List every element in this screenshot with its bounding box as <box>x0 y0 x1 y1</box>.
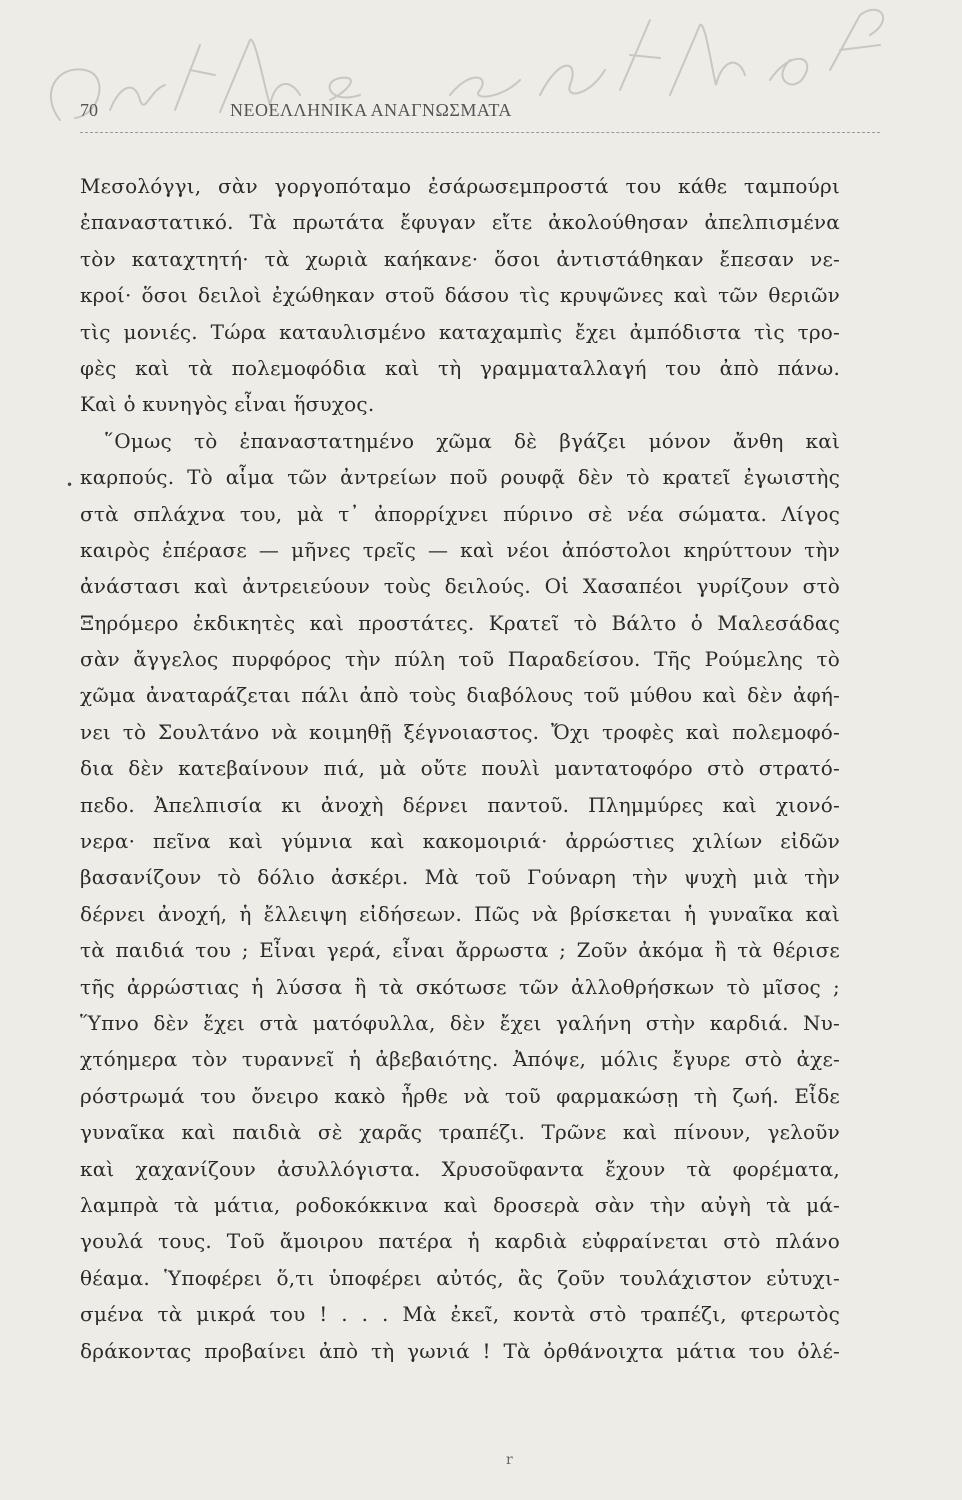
text-line: δράκοντας προβαίνει ἀπὸ τὴ γωνιά ! Τὰ ὀρθάνοιχτα μάτια του ὀλέ- <box>80 1338 840 1363</box>
body-text <box>80 168 840 1369</box>
text-line: Καὶ ὁ κυνηγὸς εἶναι ἥσυχος. <box>80 392 375 417</box>
text-line: ρόστρωμά του ὄνειρο κακὸ ἦρθε νὰ τοῦ φαρμακώσῃ τὴ ζωή. Εἶδε <box>80 1083 840 1108</box>
text-line: κροί· ὅσοι δειλοὶ ἐχώθηκαν στοῦ δάσου τὶς κρυψῶνες καὶ τῶν θεριῶν <box>80 283 840 308</box>
text-line: στὰ σπλάχνα του, μὰ τ᾽ ἀπορρίχνει πύρινο σὲ νέα σώματα. Λίγος <box>80 501 840 526</box>
page-header <box>80 96 880 132</box>
text-line: νει τὸ Σουλτάνο νὰ κοιμηθῇ ξέγνοιαστος. Ὄχι τροφὲς καὶ πολεμοφό- <box>80 719 840 744</box>
text-line: τῆς ἀρρώστιας ἡ λύσσα ἢ τὰ σκότωσε τῶν ἀλλοθρήσκων τὸ μῖσος ; <box>80 974 840 999</box>
text-line: νερα· πεῖνα καὶ γύμνια καὶ κακομοιριά· ἀρρώστιες χιλίων εἰδῶν <box>80 829 840 854</box>
text-line: καιρὸς ἐπέρασε — μῆνες τρεῖς — καὶ νέοι ἀπόστολοι κηρύττουν τὴν <box>80 537 840 562</box>
page-number: 70 <box>80 100 98 120</box>
text-line: θέαμα. Ὑποφέρει ὅ,τι ὑποφέρει αὐτός, ἂς ζοῦν τουλάχιστον εὐτυχι- <box>80 1265 840 1290</box>
text-line: γυναῖκα καὶ παιδιὰ σὲ χαρᾶς τραπέζι. Τρῶνε καὶ πίνουν, γελοῦν <box>80 1120 840 1145</box>
text-line: τὶς μονιές. Τώρα καταυλισμένο καταχαμπὶς ἔχει ἀμπόδιστα τὶς τρο- <box>80 319 840 344</box>
text-line: Μεσολόγγι, σὰν γοργοπόταμο ἐσάρωσεμπροστά του κάθε ταμπούρι <box>80 174 840 198</box>
text-line: τὸν καταχτητή· τὰ χωριὰ καήκανε· ὅσοι ἀντιστάθηκαν ἔπεσαν νε- <box>80 246 840 271</box>
text-line: χῶμα ἀναταράζεται πάλι ἀπὸ τοὺς διαβόλους τοῦ μύθου καὶ δὲν ἀφή- <box>80 683 840 708</box>
text-line: πεδο. Ἀπελπισία κι ἀνοχὴ δέρνει παντοῦ. Πλημμύρες καὶ χιονό- <box>80 792 840 817</box>
bottom-mark: r <box>506 1452 513 1468</box>
running-head: ΝΕΟΕΛΛΗΝΙΚΑ ΑΝΑΓΝΩΣΜΑΤΑ <box>230 100 512 120</box>
text-line: δέρνει ἀνοχή, ἡ ἔλλειψη εἰδήσεων. Πῶς νὰ βρίσκεται ἡ γυναῖκα καὶ <box>80 901 840 926</box>
text-line: βασανίζουν τὸ δόλιο ἀσκέρι. Μὰ τοῦ Γούναρη τὴν ψυχὴ μιὰ τὴν <box>80 865 840 890</box>
margin-mark: • <box>66 478 74 492</box>
text-line: σὰν ἄγγελος πυρφόρος τὴν πύλη τοῦ Παραδείσου. Τῆς Ρούμελης τὸ <box>80 647 840 672</box>
text-line: τὰ παιδιά του ; Εἶναι γερά, εἶναι ἄρρωστα ; Ζοῦν ἀκόμα ἢ τὰ θέρισε <box>80 938 840 963</box>
text-line: φὲς καὶ τὰ πολεμοφόδια καὶ τὴ γραμματαλλαγή του ἀπὸ πάνω. <box>80 355 840 380</box>
header-rule <box>80 132 880 133</box>
text-line: γουλά τους. Τοῦ ἄμοιρου πατέρα ἡ καρδιὰ εὐφραίνεται στὸ πλάνο <box>80 1229 840 1254</box>
text-line: ῞Ομως τὸ ἐπαναστατημένο χῶμα δὲ βγάζει μόνον ἄνθη καὶ <box>104 428 840 453</box>
text-line: Ξηρόμερο ἐκδικητὲς καὶ προστάτες. Κρατεῖ τὸ Βάλτο ὁ Μαλεσάδας <box>80 610 840 635</box>
text-line: καὶ χαχανίζουν ἀσυλλόγιστα. Χρυσοῦφαντα ἔχουν τὰ φορέματα, <box>80 1156 840 1181</box>
text-line: ἀνάστασι καὶ ἀντρειεύουν τοὺς δειλούς. Οἱ Χασαπέοι γυρίζουν στὸ <box>80 574 840 599</box>
text-line: χτόημερα τὸν τυραννεῖ ἡ ἀβεβαιότης. Ἀπόψε, μόλις ἔγυρε στὸ ἀχε- <box>80 1047 840 1072</box>
text-line: Ὕπνο δὲν ἔχει στὰ ματόφυλλα, δὲν ἔχει γαλήνη στὴν καρδιά. Νυ- <box>80 1010 840 1035</box>
text-line: ἐπαναστατικό. Τὰ πρωτάτα ἔφυγαν εἴτε ἀκολούθησαν ἀπελπισμένα <box>80 210 840 235</box>
text-line: σμένα τὰ μικρά του ! . . . Μὰ ἐκεῖ, κοντὰ στὸ τραπέζι, φτερωτὸς <box>80 1302 840 1327</box>
text-line: δια δὲν κατεβαίνουν πιά, μὰ οὔτε πουλὶ μαντατοφόρο στὸ στρατό- <box>80 756 840 781</box>
text-line: λαμπρὰ τὰ μάτια, ροδοκόκκινα καὶ δροσερὰ σὰν τὴν αὐγὴ τὰ μά- <box>80 1192 840 1217</box>
text-line: καρπούς. Τὸ αἷμα τῶν ἀντρείων ποῦ ρουφᾷ δὲν τὸ κρατεῖ ἐγωιστὴς <box>80 465 840 490</box>
handwritten-pencil-note <box>0 0 962 190</box>
